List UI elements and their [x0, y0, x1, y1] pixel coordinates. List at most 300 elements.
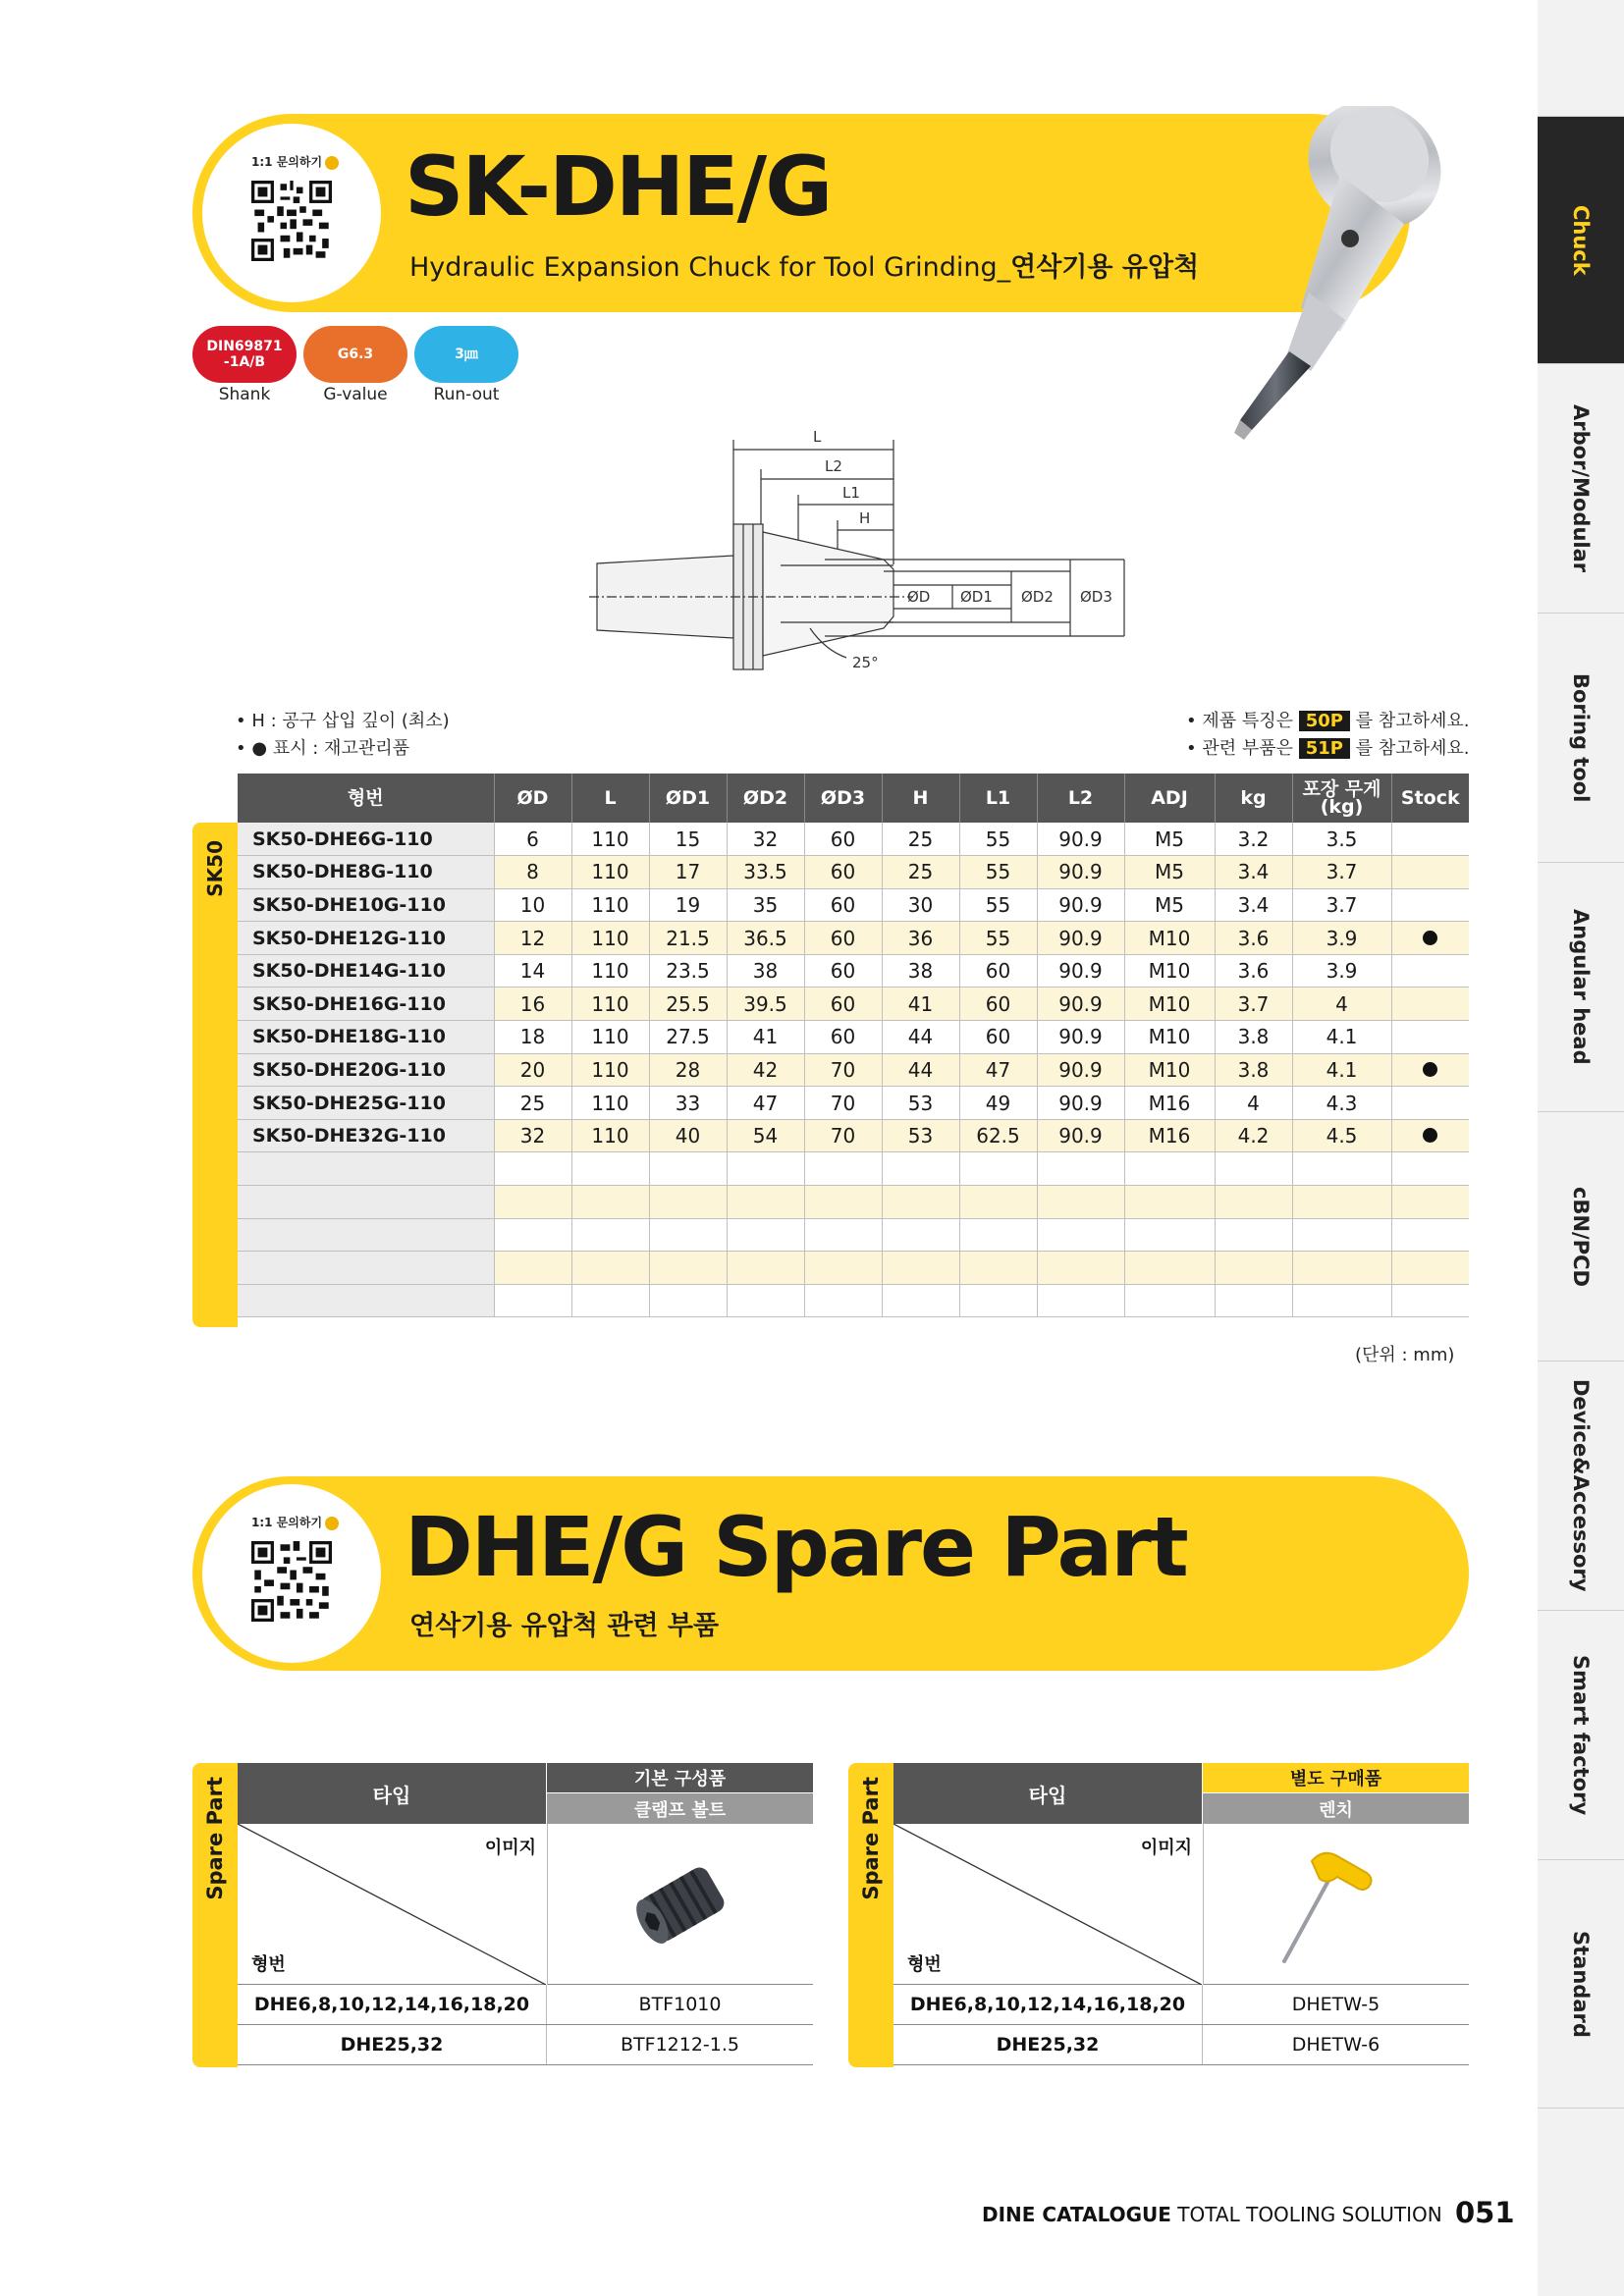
- cell-model: [238, 1252, 494, 1285]
- spare-row: [238, 1985, 813, 2025]
- spare-row-type: DHE6,8,10,12,14,16,18,20: [238, 1985, 547, 2024]
- cell-pack-weight: 4.1: [1292, 1053, 1391, 1087]
- cell-d2: [727, 1152, 804, 1186]
- cell-kg: 3.4: [1215, 888, 1292, 922]
- spare-image-label: 이미지: [1140, 1838, 1192, 1858]
- cell-pack-weight: [1292, 1218, 1391, 1252]
- cell-l1: 62.5: [959, 1119, 1037, 1152]
- cell-l1: 55: [959, 823, 1037, 856]
- table-row: [238, 1053, 1469, 1087]
- svg-text:ØD: ØD: [907, 588, 931, 606]
- cell-l2: [1037, 1186, 1124, 1219]
- cell-kg: [1215, 1186, 1292, 1219]
- cell-adj: [1124, 1284, 1215, 1317]
- stock-indicator-icon: [1423, 931, 1437, 945]
- cell-kg: 3.4: [1215, 856, 1292, 889]
- note-parts-ref: • 관련 부품은 51P 를 참고하세요.: [1186, 738, 1470, 759]
- cell-d3: 60: [804, 922, 882, 955]
- cell-h: 44: [882, 1053, 959, 1087]
- table-row: [238, 988, 1469, 1021]
- cell-d1: [649, 1252, 727, 1285]
- spare-image-cell: [547, 1824, 813, 1985]
- cell-adj: [1124, 1152, 1215, 1186]
- product-subtitle: Hydraulic Expansion Chuck for Tool Grinding_연삭기용 유압척: [409, 252, 1200, 283]
- cell-d2: 36.5: [727, 922, 804, 955]
- cell-d3: [804, 1284, 882, 1317]
- cell-kg: [1215, 1252, 1292, 1285]
- cell-l2: 90.9: [1037, 856, 1124, 889]
- cell-kg: [1215, 1284, 1292, 1317]
- page-ref-50p[interactable]: 50P: [1299, 711, 1350, 731]
- qr-code-icon[interactable]: [251, 181, 332, 261]
- svg-text:L: L: [813, 428, 822, 446]
- svg-text:H: H: [859, 509, 871, 527]
- cell-d: 32: [494, 1119, 571, 1152]
- cell-model: [238, 1186, 494, 1219]
- sidebar-tab-boring-tool[interactable]: Boring tool: [1538, 613, 1624, 862]
- col-header-l2: L2: [1037, 774, 1124, 823]
- cell-l: 110: [571, 823, 649, 856]
- badge-caption-g-value: G-value: [323, 385, 388, 404]
- cell-l1: [959, 1186, 1037, 1219]
- note-stock-mark: • ● 표시 : 재고관리품: [236, 738, 409, 759]
- cell-l: 110: [571, 888, 649, 922]
- sidebar-tab-smart-factory[interactable]: Smart factory: [1538, 1610, 1624, 1859]
- cell-l1: 55: [959, 922, 1037, 955]
- cell-l: 110: [571, 1053, 649, 1087]
- spare-row-type: DHE6,8,10,12,14,16,18,20: [893, 1985, 1203, 2024]
- cell-l: 110: [571, 1087, 649, 1120]
- cell-l: 110: [571, 988, 649, 1021]
- cell-pack-weight: 4.5: [1292, 1119, 1391, 1152]
- cell-pack-weight: 3.7: [1292, 856, 1391, 889]
- cell-l: [571, 1252, 649, 1285]
- cell-d1: 17: [649, 856, 727, 889]
- col-header-model: 형번: [238, 774, 494, 823]
- cell-stock: [1391, 1186, 1469, 1219]
- empty-table-row: [238, 1218, 1469, 1252]
- cell-d1: [649, 1186, 727, 1219]
- cell-l2: 90.9: [1037, 922, 1124, 955]
- cell-l2: 90.9: [1037, 1119, 1124, 1152]
- cell-adj: M10: [1124, 954, 1215, 988]
- spare-col-wrench: 렌치: [1203, 1793, 1469, 1824]
- svg-text:L2: L2: [825, 457, 842, 475]
- cell-d3: 60: [804, 988, 882, 1021]
- cell-pack-weight: 4.3: [1292, 1087, 1391, 1120]
- spare-model-label: 형번: [907, 1954, 942, 1975]
- cell-d: [494, 1218, 571, 1252]
- cell-model: [238, 1284, 494, 1317]
- stock-indicator-icon: [1423, 1062, 1437, 1077]
- cell-stock: [1391, 922, 1469, 955]
- spare-col-type: 타입: [238, 1763, 546, 1824]
- spare-qr-code-icon[interactable]: [251, 1541, 332, 1622]
- cell-l1: 55: [959, 856, 1037, 889]
- spare-side-label: Spare Part: [848, 1763, 893, 2067]
- spare-col-clamp-bolt: 클램프 볼트: [547, 1793, 813, 1824]
- cell-adj: M5: [1124, 823, 1215, 856]
- cell-d3: [804, 1218, 882, 1252]
- clamp-bolt-image: [626, 1851, 734, 1959]
- cell-d: 6: [494, 823, 571, 856]
- cell-adj: M10: [1124, 922, 1215, 955]
- col-header-d1: ØD1: [649, 774, 727, 823]
- cell-l2: 90.9: [1037, 954, 1124, 988]
- cell-l: 110: [571, 1021, 649, 1054]
- shank-size-label: SK50: [192, 823, 238, 1327]
- table-row: [238, 1021, 1469, 1054]
- cell-model: SK50-DHE16G-110: [238, 988, 494, 1021]
- note-features-ref: • 제품 특징은 50P 를 참고하세요.: [1186, 711, 1470, 731]
- col-header-kg: kg: [1215, 774, 1292, 823]
- table-row: [238, 888, 1469, 922]
- cell-d1: 33: [649, 1087, 727, 1120]
- cell-kg: 3.6: [1215, 954, 1292, 988]
- wrench-image: [1272, 1840, 1400, 1967]
- badge-caption-run-out: Run-out: [433, 385, 500, 404]
- cell-pack-weight: 4.1: [1292, 1021, 1391, 1054]
- cell-l1: 55: [959, 888, 1037, 922]
- sidebar-tab-standard[interactable]: Standard: [1538, 1859, 1624, 2109]
- empty-table-row: [238, 1284, 1469, 1317]
- spare-row-part: DHETW-5: [1291, 1994, 1380, 2015]
- cell-h: 38: [882, 954, 959, 988]
- empty-table-row: [238, 1252, 1469, 1285]
- cell-d1: 23.5: [649, 954, 727, 988]
- cell-adj: [1124, 1218, 1215, 1252]
- page-number: 051: [1455, 2196, 1515, 2229]
- cell-d2: 47: [727, 1087, 804, 1120]
- cell-h: 25: [882, 823, 959, 856]
- cell-pack-weight: 3.7: [1292, 888, 1391, 922]
- col-header-adj: ADJ: [1124, 774, 1215, 823]
- cell-l1: 47: [959, 1053, 1037, 1087]
- cell-d1: 21.5: [649, 922, 727, 955]
- cell-h: [882, 1218, 959, 1252]
- cell-h: 30: [882, 888, 959, 922]
- cell-kg: 3.6: [1215, 922, 1292, 955]
- cell-l: 110: [571, 856, 649, 889]
- spare-col-standard-component: 기본 구성품: [547, 1763, 813, 1792]
- cell-d2: [727, 1252, 804, 1285]
- cell-d2: [727, 1284, 804, 1317]
- cell-adj: M10: [1124, 1021, 1215, 1054]
- badge-shank: DIN69871 -1A/B: [192, 326, 297, 383]
- product-title: SK-DHE/G: [405, 138, 832, 235]
- spare-row: [238, 2025, 813, 2065]
- cell-d1: [649, 1218, 727, 1252]
- cell-l2: 90.9: [1037, 1021, 1124, 1054]
- cell-h: 25: [882, 856, 959, 889]
- cell-d1: [649, 1152, 727, 1186]
- cell-d2: 32: [727, 823, 804, 856]
- spare-model-label: 형번: [251, 1954, 286, 1975]
- spare-side-label: Spare Part: [192, 1763, 238, 2067]
- cell-l1: [959, 1252, 1037, 1285]
- spare-diagonal-header: [238, 1824, 546, 1985]
- cell-adj: M10: [1124, 1053, 1215, 1087]
- note-insert-depth: • H : 공구 삽입 깊이 (최소): [236, 711, 450, 731]
- cell-h: 53: [882, 1087, 959, 1120]
- cell-adj: [1124, 1252, 1215, 1285]
- cell-pack-weight: 3.5: [1292, 823, 1391, 856]
- cell-d3: 70: [804, 1119, 882, 1152]
- cell-h: 36: [882, 922, 959, 955]
- cell-l1: 60: [959, 1021, 1037, 1054]
- cell-adj: M10: [1124, 988, 1215, 1021]
- cell-h: 53: [882, 1119, 959, 1152]
- col-header-d: ØD: [494, 774, 571, 823]
- cell-stock: [1391, 954, 1469, 988]
- cell-d1: 25.5: [649, 988, 727, 1021]
- cell-adj: M16: [1124, 1087, 1215, 1120]
- cell-model: SK50-DHE20G-110: [238, 1053, 494, 1087]
- cell-d: 25: [494, 1087, 571, 1120]
- empty-table-row: [238, 1152, 1469, 1186]
- cell-model: SK50-DHE18G-110: [238, 1021, 494, 1054]
- cell-l1: 60: [959, 954, 1037, 988]
- spare-subtitle: 연삭기용 유압척 관련 부품: [409, 1611, 720, 1641]
- cell-l: 110: [571, 922, 649, 955]
- cell-stock: [1391, 888, 1469, 922]
- cell-h: 41: [882, 988, 959, 1021]
- cell-d: 10: [494, 888, 571, 922]
- cell-model: SK50-DHE12G-110: [238, 922, 494, 955]
- cell-l: [571, 1186, 649, 1219]
- catalogue-footer: DINE CATALOGUE TOTAL TOOLING SOLUTION: [982, 2203, 1442, 2226]
- cell-l: [571, 1218, 649, 1252]
- cell-d3: 70: [804, 1087, 882, 1120]
- cell-d2: [727, 1218, 804, 1252]
- cell-adj: M16: [1124, 1119, 1215, 1152]
- spare-title: DHE/G Spare Part: [405, 1499, 1187, 1595]
- badge-g-value: G6.3: [303, 326, 407, 383]
- cell-model: [238, 1218, 494, 1252]
- col-header-stock: Stock: [1391, 774, 1469, 823]
- cell-kg: [1215, 1218, 1292, 1252]
- cell-d2: 33.5: [727, 856, 804, 889]
- cell-d3: [804, 1186, 882, 1219]
- cell-stock: [1391, 1021, 1469, 1054]
- cell-pack-weight: [1292, 1152, 1391, 1186]
- cell-d: 20: [494, 1053, 571, 1087]
- cell-pack-weight: [1292, 1252, 1391, 1285]
- specification-table: [238, 774, 1469, 1317]
- cell-kg: 3.7: [1215, 988, 1292, 1021]
- col-header-l1: L1: [959, 774, 1037, 823]
- chuck-product-photo: [1193, 106, 1448, 450]
- spare-image-label: 이미지: [484, 1838, 536, 1858]
- stock-indicator-icon: [1423, 1128, 1437, 1143]
- svg-text:L1: L1: [842, 484, 860, 502]
- cell-l: [571, 1284, 649, 1317]
- badge-caption-shank: Shank: [218, 385, 271, 404]
- cell-d2: 38: [727, 954, 804, 988]
- sidebar-tab-cbn-pcd[interactable]: cBN/PCD: [1538, 1111, 1624, 1361]
- cell-kg: 3.2: [1215, 823, 1292, 856]
- cell-h: 44: [882, 1021, 959, 1054]
- cell-l1: [959, 1284, 1037, 1317]
- cell-l2: 90.9: [1037, 823, 1124, 856]
- svg-text:ØD3: ØD3: [1080, 588, 1112, 606]
- cell-stock: [1391, 1218, 1469, 1252]
- spare-row-part: BTF1212-1.5: [621, 2034, 739, 2056]
- cell-pack-weight: 3.9: [1292, 954, 1391, 988]
- cell-d: 12: [494, 922, 571, 955]
- cell-d2: 42: [727, 1053, 804, 1087]
- empty-table-row: [238, 1186, 1469, 1219]
- cell-d3: 60: [804, 1021, 882, 1054]
- cell-adj: [1124, 1186, 1215, 1219]
- cell-d1: 27.5: [649, 1021, 727, 1054]
- cell-model: SK50-DHE32G-110: [238, 1119, 494, 1152]
- cell-stock: [1391, 823, 1469, 856]
- cell-d2: 41: [727, 1021, 804, 1054]
- cell-stock: [1391, 1252, 1469, 1285]
- cell-l2: [1037, 1252, 1124, 1285]
- cell-d3: 70: [804, 1053, 882, 1087]
- cell-h: [882, 1186, 959, 1219]
- cell-d: [494, 1252, 571, 1285]
- cell-h: [882, 1284, 959, 1317]
- cell-l: 110: [571, 1119, 649, 1152]
- unit-note: (단위 : mm): [1355, 1345, 1455, 1365]
- spare-image-cell: [1203, 1824, 1469, 1985]
- cell-d1: 28: [649, 1053, 727, 1087]
- cell-stock: [1391, 856, 1469, 889]
- sidebar-tab-device-accessory[interactable]: Device&Accessory: [1538, 1361, 1624, 1610]
- cell-l1: 49: [959, 1087, 1037, 1120]
- table-row: [238, 1119, 1469, 1152]
- cell-pack-weight: [1292, 1186, 1391, 1219]
- cell-d: [494, 1186, 571, 1219]
- cell-stock: [1391, 1087, 1469, 1120]
- cell-adj: M5: [1124, 888, 1215, 922]
- cell-pack-weight: 3.9: [1292, 922, 1391, 955]
- cell-d: 8: [494, 856, 571, 889]
- cell-model: SK50-DHE10G-110: [238, 888, 494, 922]
- spare-diagonal-header: [893, 1824, 1202, 1985]
- col-header-d3: ØD3: [804, 774, 882, 823]
- spare-row: [893, 2025, 1469, 2065]
- table-row: [238, 856, 1469, 889]
- cell-d: 16: [494, 988, 571, 1021]
- cell-d3: 60: [804, 954, 882, 988]
- cell-model: SK50-DHE6G-110: [238, 823, 494, 856]
- cell-d1: 19: [649, 888, 727, 922]
- cell-stock: [1391, 1053, 1469, 1087]
- cell-l2: [1037, 1152, 1124, 1186]
- spare-row: [893, 1985, 1469, 2025]
- cell-pack-weight: [1292, 1284, 1391, 1317]
- table-row: [238, 823, 1469, 856]
- cell-l: 110: [571, 954, 649, 988]
- cell-l2: [1037, 1218, 1124, 1252]
- cell-l1: [959, 1218, 1037, 1252]
- col-header-h: H: [882, 774, 959, 823]
- cell-kg: 4.2: [1215, 1119, 1292, 1152]
- spare-row-type: DHE25,32: [893, 2025, 1203, 2064]
- col-header-d2: ØD2: [727, 774, 804, 823]
- cell-kg: 4: [1215, 1087, 1292, 1120]
- qr-caption: 1:1 문의하기: [251, 153, 339, 170]
- col-header-l: L: [571, 774, 649, 823]
- cell-d2: [727, 1186, 804, 1219]
- spare-col-separate-purchase: 별도 구매품: [1203, 1763, 1469, 1792]
- cell-d3: 60: [804, 823, 882, 856]
- cell-stock: [1391, 988, 1469, 1021]
- cell-d2: 39.5: [727, 988, 804, 1021]
- cell-model: SK50-DHE14G-110: [238, 954, 494, 988]
- cell-d2: 35: [727, 888, 804, 922]
- col-header-pack-weight: 포장 무게 (kg): [1292, 774, 1391, 823]
- table-row: [238, 1087, 1469, 1120]
- cell-model: SK50-DHE8G-110: [238, 856, 494, 889]
- spare-col-type: 타입: [893, 1763, 1202, 1824]
- cell-d1: 15: [649, 823, 727, 856]
- svg-text:ØD1: ØD1: [960, 588, 993, 606]
- spare-table-optional: [848, 1763, 1469, 2067]
- spare-row-type: DHE25,32: [238, 2025, 547, 2064]
- cell-d3: [804, 1152, 882, 1186]
- technical-drawing: [589, 422, 1139, 687]
- cell-l1: 60: [959, 988, 1037, 1021]
- spare-table-standard: [192, 1763, 813, 2067]
- cell-model: SK50-DHE25G-110: [238, 1087, 494, 1120]
- cell-d1: 40: [649, 1119, 727, 1152]
- cell-d3: 60: [804, 856, 882, 889]
- cell-l2: 90.9: [1037, 1053, 1124, 1087]
- cell-d: [494, 1284, 571, 1317]
- cell-stock: [1391, 1152, 1469, 1186]
- spare-row-part: DHETW-6: [1291, 2034, 1380, 2056]
- cell-d3: [804, 1252, 882, 1285]
- spare-qr-caption: 1:1 문의하기: [251, 1514, 339, 1530]
- svg-text:25°: 25°: [852, 654, 879, 671]
- cell-model: [238, 1152, 494, 1186]
- cell-l2: [1037, 1284, 1124, 1317]
- sidebar-tab-chuck[interactable]: Chuck: [1538, 116, 1624, 363]
- cell-d3: 60: [804, 888, 882, 922]
- spare-row-part: BTF1010: [638, 1994, 722, 2015]
- page-ref-51p[interactable]: 51P: [1299, 738, 1350, 759]
- cell-kg: [1215, 1152, 1292, 1186]
- cell-kg: 3.8: [1215, 1053, 1292, 1087]
- cell-kg: 3.8: [1215, 1021, 1292, 1054]
- sidebar-tab-angular-head[interactable]: Angular head: [1538, 862, 1624, 1111]
- sidebar-tab-arbor-modular[interactable]: Arbor/Modular: [1538, 363, 1624, 613]
- cell-l2: 90.9: [1037, 988, 1124, 1021]
- table-row: [238, 922, 1469, 955]
- cell-l2: 90.9: [1037, 888, 1124, 922]
- cell-d: [494, 1152, 571, 1186]
- category-sidebar: [1538, 0, 1624, 2296]
- cell-h: [882, 1252, 959, 1285]
- cell-pack-weight: 4: [1292, 988, 1391, 1021]
- badge-run-out: 3㎛: [414, 326, 518, 383]
- svg-text:ØD2: ØD2: [1021, 588, 1054, 606]
- table-header-row: [238, 774, 1469, 823]
- cell-l: [571, 1152, 649, 1186]
- cell-stock: [1391, 1284, 1469, 1317]
- cell-adj: M5: [1124, 856, 1215, 889]
- cell-d2: 54: [727, 1119, 804, 1152]
- cell-d: 18: [494, 1021, 571, 1054]
- cell-d: 14: [494, 954, 571, 988]
- cell-l1: [959, 1152, 1037, 1186]
- cell-l2: 90.9: [1037, 1087, 1124, 1120]
